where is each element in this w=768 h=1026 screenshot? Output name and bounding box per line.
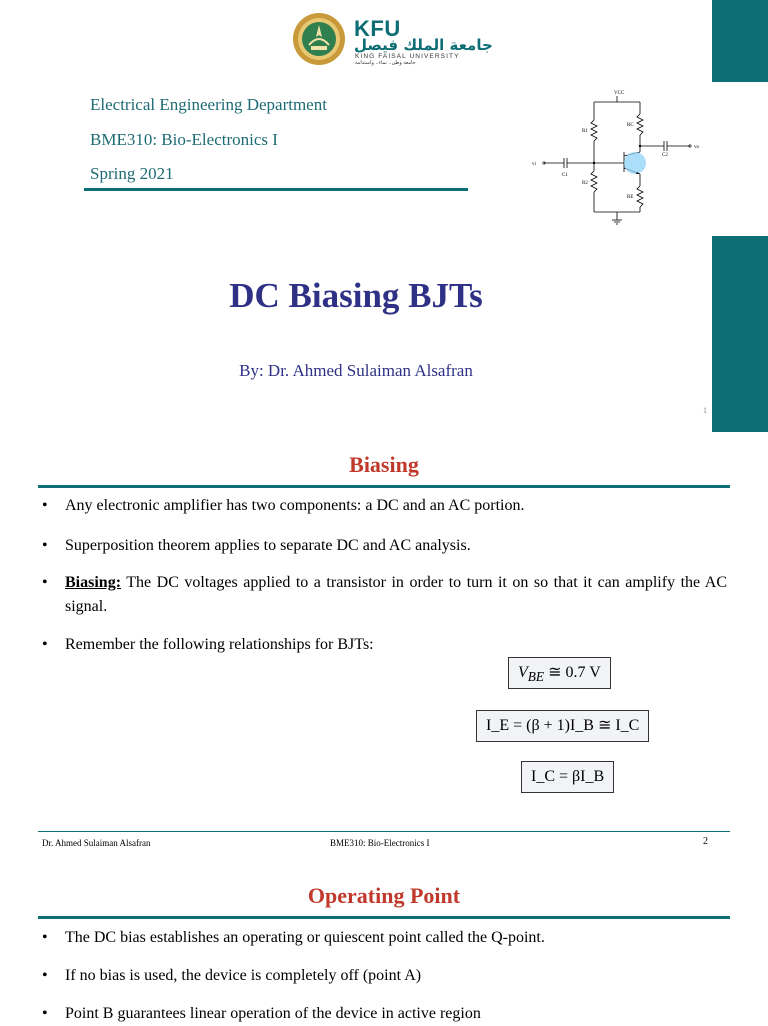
bullet-item: • Biasing: The DC voltages applied to a transistor in order to turn it on so that it can amplify the AC signal.	[42, 574, 727, 615]
logo-english-name: KING FAISAL UNIVERSITY	[355, 53, 460, 60]
bullet-item: • Any electronic amplifier has two components: a DC and an AC portion.	[42, 497, 525, 514]
footer-author: Dr. Ahmed Sulaiman Alsafran	[42, 838, 151, 848]
logo-arabic-name: جامعة الملك فيصل	[354, 36, 493, 54]
section-title-biasing: Biasing	[349, 452, 419, 477]
label-vo: vo	[694, 145, 699, 150]
university-seal-icon	[292, 11, 346, 67]
bullet-item: • If no bias is used, the device is completely off (point A)	[42, 967, 422, 984]
section-title-operating-point: Operating Point	[307, 883, 461, 908]
label-rc: RC	[627, 123, 634, 128]
biasing-term: Biasing:	[65, 574, 122, 591]
label-c2: C2	[662, 153, 668, 158]
label-vcc: VCC	[614, 91, 625, 96]
equation-ie: I_E = (β + 1)I_B ≅ I_C	[476, 710, 649, 742]
title-rule	[38, 916, 730, 919]
footer-rule	[38, 831, 730, 832]
accent-bar-bottom	[712, 236, 768, 432]
course-name: BME310: Bio-Electronics I	[90, 130, 278, 149]
department-name: Electrical Engineering Department	[90, 95, 327, 114]
equation-vbe: $V_{BE}$ ≅ 0.7 V	[508, 657, 611, 689]
logo-abbreviation: KFU	[354, 16, 401, 41]
author-line: By: Dr. Ahmed Sulaiman Alsafran	[239, 361, 473, 380]
term: Spring 2021	[90, 164, 174, 183]
label-re: RE	[627, 195, 634, 200]
bullet-item: • Superposition theorem applies to separate DC and AC analysis.	[42, 537, 471, 554]
footer-page-number: 2	[703, 836, 708, 847]
label-r1: R1	[582, 129, 588, 134]
label-c1: C1	[562, 173, 568, 178]
bullet-item: • Remember the following relationships for BJTs:	[42, 636, 374, 653]
bullet-item: • The DC bias establishes an operating or quiescent point called the Q-point.	[42, 929, 545, 946]
accent-bar-top	[712, 0, 768, 82]
header-rule	[84, 188, 468, 191]
label-vi: vi	[532, 162, 536, 167]
bullet-item: • Point B guarantees linear operation of the device in active region	[42, 1005, 481, 1022]
slide-title: DC Biasing BJTs	[229, 276, 483, 315]
equation-ic: I_C = βI_B	[521, 761, 614, 793]
bjt-circuit-diagram	[530, 88, 712, 234]
title-rule	[38, 485, 730, 488]
label-r2: R2	[582, 181, 588, 186]
logo-arabic-tagline: جامعة وطن.. نماء.. واستدامة	[355, 60, 416, 66]
footer-course: BME310: Bio-Electronics I	[330, 838, 430, 848]
page-number: 1	[703, 406, 707, 415]
